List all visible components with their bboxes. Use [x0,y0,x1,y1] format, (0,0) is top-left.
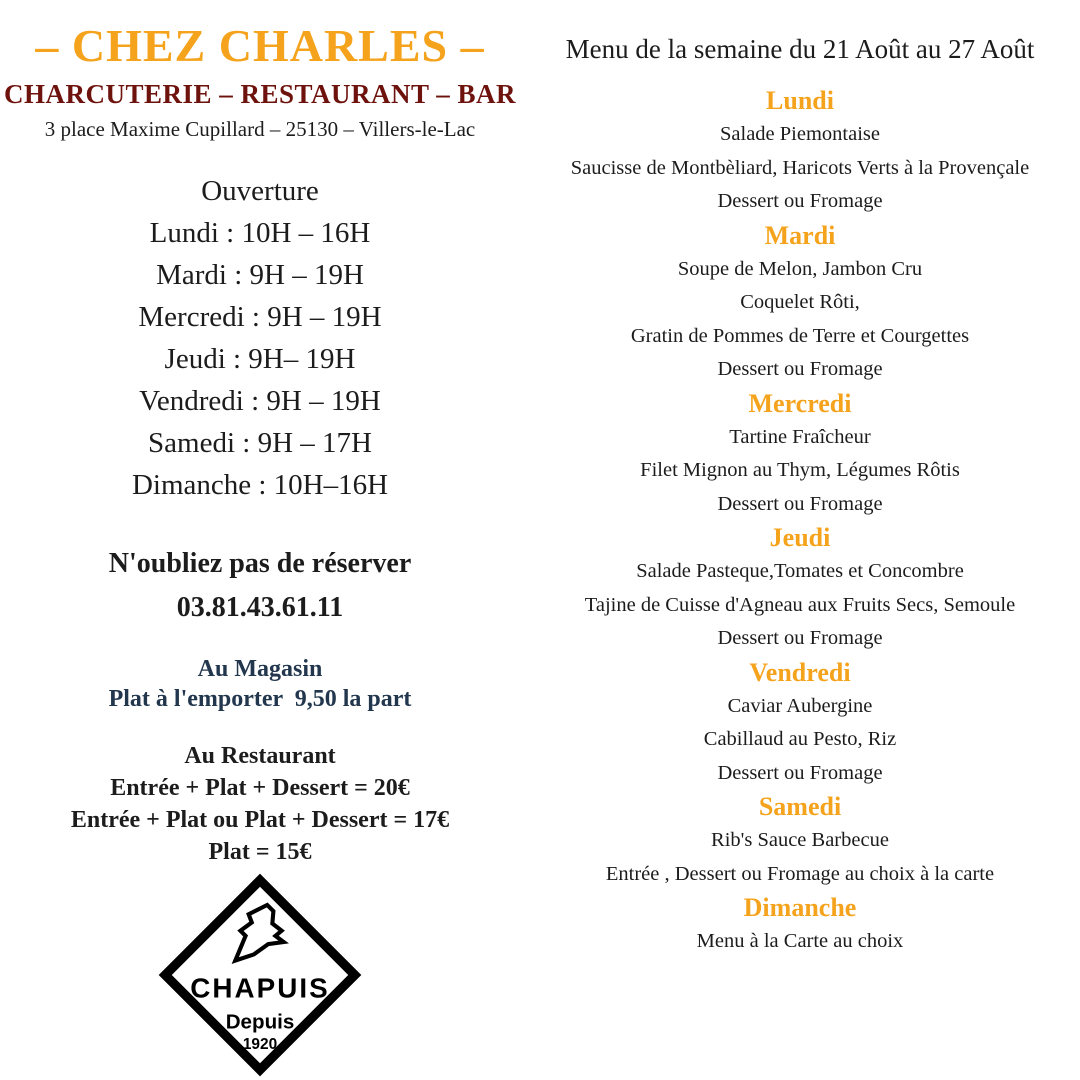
menu-day-section [520,790,1080,891]
menu-dish-line: Dessert ou Fromage [717,190,883,212]
opening-hours-heading: Ouverture [201,175,319,207]
menu-dish-line: Cabillaud au Pesto, Riz [703,728,897,750]
shop-heading: Au Magasin [197,656,323,682]
chapuis-logo [0,872,520,1078]
restaurant-price-line: Entrée + Plat ou Plat + Dessert = 17€ [70,807,450,833]
opening-hours [0,170,520,506]
menu-dish-line: Caviar Aubergine [727,694,873,717]
menu-day-section [520,521,1080,656]
menu-dish-line: Menu à la Carte au choix [696,930,904,952]
opening-hours-line: Dimanche : 10H–16H [131,469,389,501]
menu-day-section [520,84,1080,219]
menu-dish-line: Salade Piemontaise [720,123,880,145]
menu-dish-line: Filet Mignon au Thym, Légumes Rôtis [640,459,960,481]
menu-day-label: Samedi [758,792,842,821]
menu-day-label: Lundi [766,86,834,115]
menu-dish-line: Coquelet Rôti, [740,291,860,313]
weekly-menu-column [520,0,1080,959]
menu-day-section [520,891,1080,959]
restaurant-pricing-block [0,740,520,868]
menu-dish-line: Salade Pasteque,Tomates et Concombre [636,560,964,582]
opening-hours-line: Mardi : 9H – 19H [156,259,364,291]
restaurant-price-line: Entrée + Plat + Dessert = 20€ [110,775,410,801]
opening-hours-line: Samedi : 9H – 17H [148,427,372,459]
info-column [0,0,520,1078]
reservation-block [0,542,520,630]
phone-number: 03.81.43.61.11 [176,592,344,623]
menu-dish-line: Soupe de Melon, Jambon Cru [677,257,923,280]
menu-dish-line: Dessert ou Fromage [717,492,883,515]
menu-dish-line: Saucisse de Montbèliard, Haricots Verts à la Provençale [570,156,1030,179]
menu-dish-line: Gratin de Pommes de Terre et Courgettes [630,324,970,347]
weekly-menu-days [520,84,1080,959]
opening-hours-line: Lundi : 10H – 16H [149,217,371,249]
opening-hours-line: Vendredi : 9H – 19H [139,385,381,417]
opening-hours-line: Jeudi : 9H– 19H [164,343,356,375]
menu-dish-line: Dessert ou Fromage [717,761,883,784]
menu-day-label: Mercredi [748,388,852,418]
weekly-menu-title: Menu de la semaine du 21 Août au 27 Août [565,34,1035,64]
menu-day-label: Dimanche [743,893,857,922]
menu-day-label: Vendredi [749,657,851,687]
menu-day-section [520,656,1080,791]
menu-dish-line: Dessert ou Fromage [717,358,883,380]
menu-day-label: Jeudi [769,523,831,552]
menu-dish-line: Tajine de Cuisse d'Agneau aux Fruits Secs, Semoule [584,593,1016,616]
menu-day-section [520,387,1080,522]
menu-dish-line: Entrée , Dessert ou Fromage au choix à la carte [605,862,995,885]
restaurant-heading: Au Restaurant [184,743,336,769]
menu-dish-line: Dessert ou Fromage [717,627,883,649]
logo-since-label: Depuis [225,1010,295,1034]
brand-address: 3 place Maxime Cupillard – 25130 – Villers-le-Lac [44,117,476,141]
shop-block [0,654,520,714]
menu-day-label: Mardi [764,220,836,250]
chapuis-diamond-logo [157,872,363,1078]
page-title: – CHEZ CHARLES – [35,20,485,71]
reservation-note: N'oubliez pas de réserver [108,548,412,579]
brand-subtitle: CHARCUTERIE – RESTAURANT – BAR [3,79,517,109]
opening-hours-line: Mercredi : 9H – 19H [138,301,382,333]
logo-name: CHAPUIS [190,972,330,1004]
logo-since-year: 1920 [242,1036,278,1054]
takeaway-price-line: Plat à l'emporter 9,50 la part [108,686,412,712]
restaurant-price-line: Plat = 15€ [208,839,312,865]
menu-dish-line: Tartine Fraîcheur [729,425,871,448]
menu-dish-line: Rib's Sauce Barbecue [711,829,889,851]
menu-day-section [520,219,1080,387]
